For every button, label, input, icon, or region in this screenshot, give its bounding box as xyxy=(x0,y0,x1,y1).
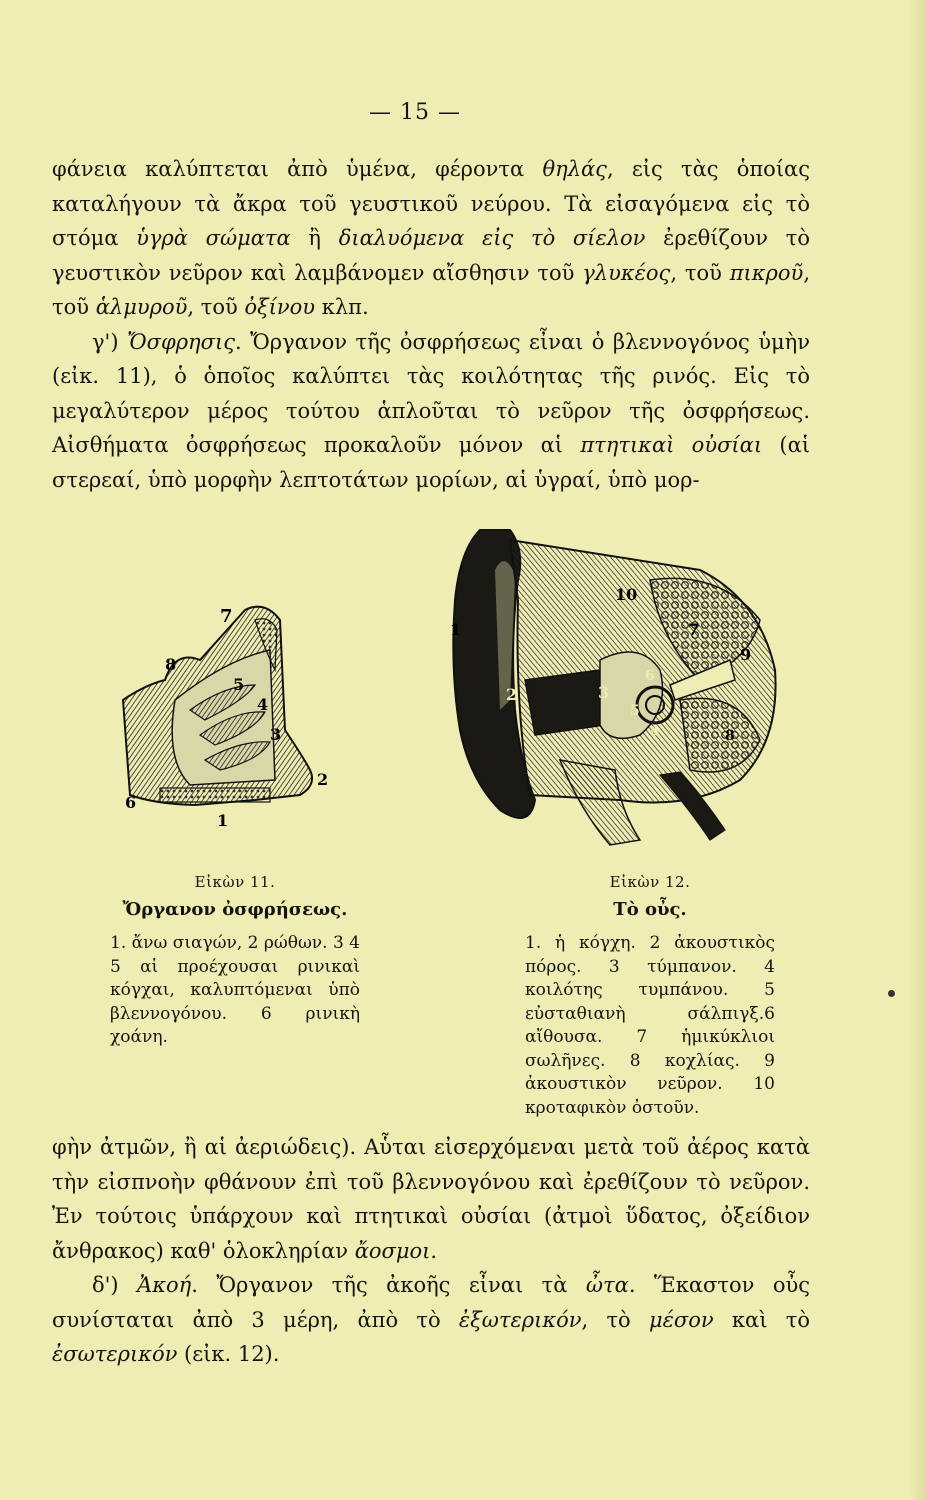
figure-12-marker-10: 10 xyxy=(615,585,638,604)
text-run: δ') xyxy=(92,1273,138,1297)
figure-12-marker-4: 4 xyxy=(650,723,660,739)
text-run: ἐρεθίζουν τὸ γευστικὸν νεῦρον καὶ λαμβάνομεν αἴσθησιν τοῦ xyxy=(52,226,811,285)
figure-12-marker-8: 8 xyxy=(725,728,735,744)
text-run: φὴν ἀτμῶν, ἢ αἱ ἀεριώδεις). Αὗται εἰσερχόμεναι μετὰ τοῦ ἀέρος κατὰ τὴν εἰσπνοὴν φθάνουν ἐπὶ τοῦ βλεννογόνου καὶ ἐρεθίζουν τὸ νεῦρον. Ἐν τούτοις ὑπάρχουν καὶ πτητικαὶ οὐσίαι (ἀτμοὶ ὕδατος, ὀξείδιον ἄνθρακος) καθ' ὁλοκληρίαν xyxy=(52,1135,810,1263)
text-run: ἢ xyxy=(290,226,339,250)
margin-dot xyxy=(888,990,895,997)
text-run: (εἰκ. 12). xyxy=(177,1342,280,1366)
text-run: (αἱ στερεαί, ὑπὸ μορφὴν λεπτοτάτων μορίων, αἱ ὑγραί, ὑπὸ μορ- xyxy=(52,433,810,492)
figure-12-marker-6: 6 xyxy=(645,668,655,684)
text-run: πτητικαὶ οὐσίαι xyxy=(580,433,763,457)
text-run: γ') xyxy=(92,329,127,354)
figure-11-marker-2: 2 xyxy=(317,770,329,789)
figure-11-label: Εἰκὼν 11. xyxy=(194,873,276,891)
text-run: . Ὄργανον τῆς ἀκοῆς εἶναι τὰ xyxy=(191,1273,586,1297)
figure-11-marker-1: 1 xyxy=(217,811,229,830)
figure-12-marker-9: 9 xyxy=(740,645,752,664)
text-run: γλυκέος xyxy=(582,260,671,285)
figure-11-marker-7: 7 xyxy=(220,606,233,627)
page-edge-shadow xyxy=(908,0,926,1500)
text-run: κλπ. xyxy=(315,295,369,319)
figure-12-title: Τὸ οὖς. xyxy=(613,899,687,920)
figure-11-marker-8: 8 xyxy=(165,655,177,674)
text-run: . xyxy=(430,1238,438,1263)
text-run: ὦτα xyxy=(585,1273,629,1297)
text-run: ἁλμυροῦ xyxy=(95,295,188,319)
text-run: ἄοσμοι xyxy=(354,1238,431,1263)
text-run: , τοῦ xyxy=(187,295,245,319)
text-run: διαλυόμενα εἰς τὸ σίελον xyxy=(338,226,646,250)
figure-11-marker-3: 3 xyxy=(270,725,282,744)
text-run: πικροῦ xyxy=(729,260,804,285)
figure-12-label: Εἰκὼν 12. xyxy=(609,873,691,891)
figure-11-marker-6: 6 xyxy=(125,793,137,812)
figure-11-caption xyxy=(110,870,360,1050)
text-run: ὑγρὰ σώματα xyxy=(136,226,291,250)
text-run: Ὄσφρησις xyxy=(126,329,235,354)
text-run: , τοῦ xyxy=(52,260,810,319)
text-run: , τοῦ xyxy=(670,260,730,285)
text-run: . Ἕκαστον οὖς συνίσταται ἀπὸ 3 μέρη, ἀπὸ τὸ xyxy=(52,1273,810,1332)
paragraph-bottom xyxy=(52,1130,810,1372)
paragraph-top xyxy=(52,152,810,497)
figure-11-nose-illustration xyxy=(105,590,345,830)
figure-11-title: Ὄργανον ὀσφρήσεως. xyxy=(122,899,348,920)
text-run: θηλάς xyxy=(542,157,607,181)
figure-12-ear-illustration xyxy=(440,510,785,855)
figure-11-caption-text: 1. ἄνω σιαγών, 2 ρώθων. 3 4 5 αἱ προέχουσαι ρινικαὶ κόγχαι, καλυπτόμεναι ὑπὸ βλεννογόνου. 6 ρινικὴ χοάνη. xyxy=(110,933,360,1047)
figure-12-marker-2: 2 xyxy=(506,685,518,704)
text-run: , τὸ xyxy=(581,1307,649,1332)
text-run: ἐσωτερικόν xyxy=(52,1342,178,1366)
figure-12-marker-3: 3 xyxy=(598,683,610,702)
figure-11-marker-5: 5 xyxy=(233,675,245,694)
figure-12-marker-7: 7 xyxy=(688,620,700,639)
text-run: , εἰς τὰς ὁποίας καταλήγουν τὰ ἄκρα τοῦ γευστικοῦ νεύρου. Τὰ εἰσαγόμενα εἰς τὸ στόμα xyxy=(52,157,810,250)
figure-11-marker-4: 4 xyxy=(257,695,269,714)
text-run: καὶ τὸ xyxy=(713,1307,810,1332)
text-run: Ἀκοή xyxy=(137,1273,192,1297)
text-run: ὀξίνου xyxy=(244,295,316,319)
figure-12-caption-text: 1. ἡ κόγχη. 2 ἀκουστικὸς πόρος. 3 τύμπανον. 4 κοιλότης τυμπάνου. 5 εὐσταθιανὴ σάλπιγξ.6 αἴθουσα. 7 ἡμικύκλιοι σωλῆνες. 8 κοχλίας. 9 ἀκουστικὸν νεῦρον. 10 κροταφικὸν ὀστοῦν. xyxy=(525,933,775,1118)
text-run: ἐξωτερικόν xyxy=(458,1307,582,1332)
page-number: — 15 — xyxy=(369,100,461,125)
text-run: μέσον xyxy=(648,1307,714,1332)
figure-12-marker-5: 5 xyxy=(630,703,640,719)
figure-12-marker-1: 1 xyxy=(450,620,462,639)
text-run: φάνεια καλύπτεται ἀπὸ ὑμένα, φέροντα xyxy=(52,157,543,181)
text-run: . Ὄργανον τῆς ὀσφρήσεως εἶναι ὁ βλεννογόνος ὑμὴν (εἰκ. 11), ὁ ὁποῖος καλύπτει τὰς κοιλότητας τῆς ρινός. Εἰς τὸ μεγαλύτερον μέρος τούτου ἁπλοῦται τὸ νεῦρον τῆς ὀσφρήσεως. Αἰσθήματα ὀσφρήσεως προκαλοῦν μόνον αἱ xyxy=(52,329,810,457)
figure-12-caption xyxy=(525,870,775,1120)
